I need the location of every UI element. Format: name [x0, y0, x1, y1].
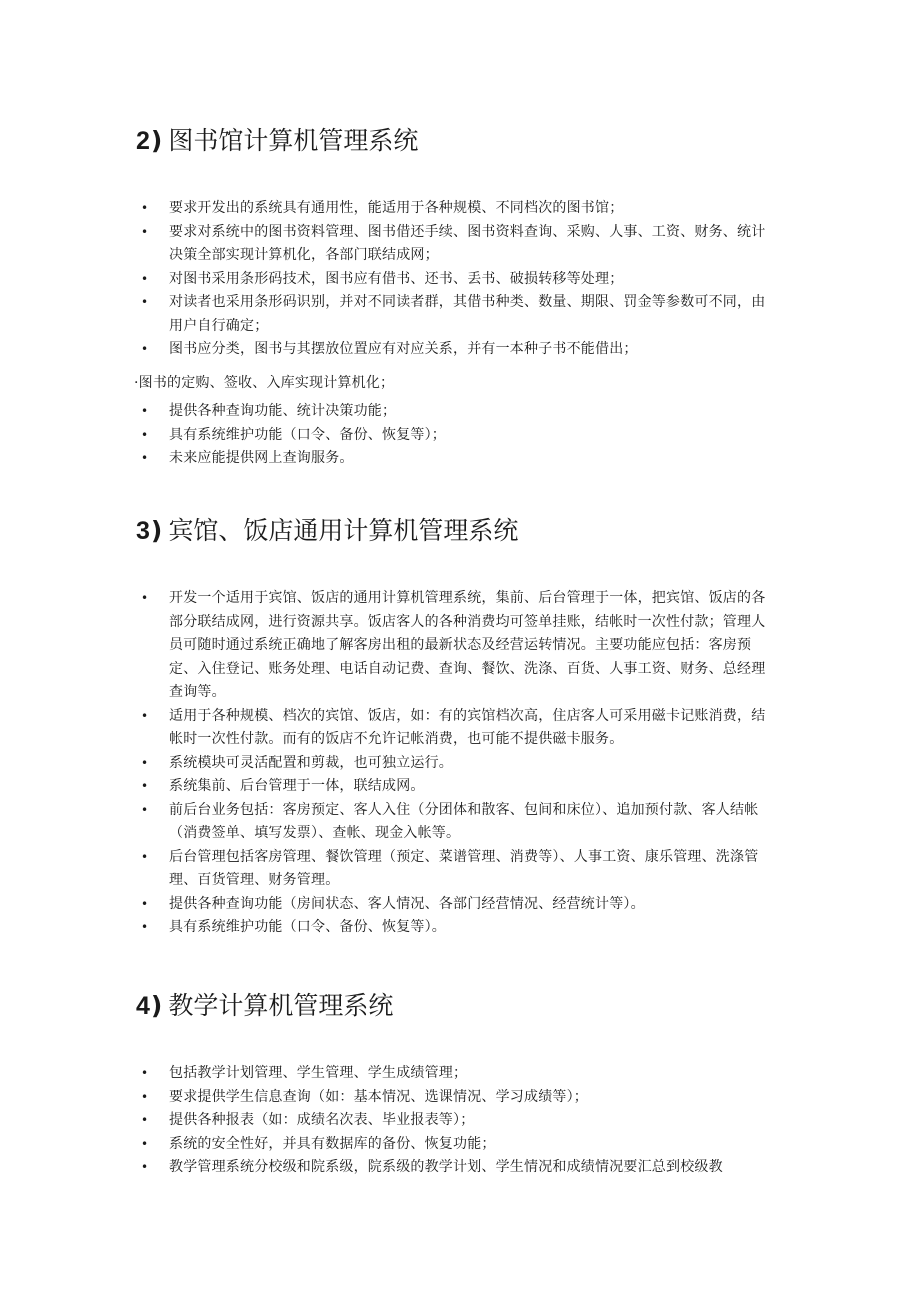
- list-item-text: 未来应能提供网上查询服务。: [169, 450, 354, 466]
- requirements-list: [0, 197, 920, 362]
- list-item: [0, 400, 920, 424]
- list-item-text: 系统模块可灵活配置和剪裁，也可独立运行。: [169, 754, 453, 771]
- section-paren: ): [150, 991, 163, 1020]
- list-item-text: 系统的安全性好，并具有数据库的备份、恢复功能；: [169, 1135, 496, 1152]
- bullet-icon: •: [141, 295, 149, 309]
- list-item: [0, 775, 920, 799]
- section-title: 图书馆计算机管理系统: [168, 126, 419, 155]
- list-item: [0, 1133, 920, 1157]
- section-heading: [136, 516, 518, 546]
- requirements-list: [0, 587, 920, 940]
- list-item: [0, 1086, 920, 1110]
- list-item: [0, 587, 920, 705]
- list-item: [0, 705, 920, 752]
- list-item-text: 系统集前、后台管理于一体，联结成网。: [169, 778, 425, 794]
- list-item: [0, 291, 920, 338]
- section-number: 3: [136, 517, 150, 545]
- section-title: 宾馆、饭店通用计算机管理系统: [168, 516, 519, 545]
- bullet-icon: •: [141, 896, 149, 911]
- list-item-text: 提供各种查询功能（房间状态、客人情况、各部门经营情况、经营统计等）。: [169, 895, 645, 912]
- list-item-text: 对图书采用条形码技术，图书应有借书、还书、丢书、破损转移等处理；: [169, 270, 624, 287]
- bullet-icon: •: [141, 708, 149, 723]
- bullet-icon: •: [141, 802, 149, 817]
- list-item: [0, 1156, 920, 1180]
- list-item: [0, 752, 920, 776]
- list-item: [0, 424, 920, 448]
- section-paren: ): [150, 126, 163, 155]
- bullet-icon: •: [141, 755, 149, 770]
- bullet-icon: •: [141, 404, 149, 418]
- list-item: [0, 447, 920, 471]
- section-number: 2: [136, 127, 150, 155]
- requirements-list-continued: [0, 400, 920, 471]
- bullet-icon: •: [141, 1066, 149, 1080]
- bullet-icon: •: [141, 779, 149, 793]
- bullet-icon: •: [141, 451, 149, 465]
- list-item-text: 适用于各种规模、档次的宾馆、饭店，如：有的宾馆档次高，住店客人可采用磁卡记账消费，结帐时一次性付款。而有的饭店不允许记帐消费，也可能不提供磁卡服务。: [169, 707, 766, 747]
- bullet-icon: •: [141, 224, 149, 239]
- list-item: [0, 268, 920, 292]
- section-number: 4: [136, 992, 150, 1020]
- bullet-icon: •: [141, 427, 149, 442]
- list-item-text: 具有系统维护功能（口令、备份、恢复等）；: [169, 426, 446, 443]
- list-item-text: 要求对系统中的图书资料管理、图书借还手续、图书资料查询、采购、人事、工资、财务、统计决策全部实现计算机化，各部门联结成网；: [169, 223, 766, 263]
- list-item-text: 图书应分类，图书与其摆放位置应有对应关系，并有一本种子书不能借出；: [169, 341, 638, 357]
- list-item: [0, 221, 920, 268]
- section-title: 教学计算机管理系统: [168, 991, 394, 1020]
- list-item-text: 提供各种查询功能、统计决策功能；: [169, 403, 397, 419]
- section-heading: [136, 991, 393, 1021]
- list-item: [0, 1109, 920, 1133]
- list-item: [0, 338, 920, 362]
- list-item-text: 要求提供学生信息查询（如：基本情况、选课情况、学习成绩等）；: [169, 1088, 588, 1105]
- requirements-list: [0, 1062, 920, 1180]
- list-item-text: 提供各种报表（如：成绩名次表、毕业报表等）；: [169, 1112, 475, 1128]
- bullet-icon: •: [141, 920, 149, 934]
- list-item: [0, 197, 920, 221]
- list-item-text: 要求开发出的系统具有通用性，能适用于各种规模、不同档次的图书馆；: [169, 200, 624, 216]
- bullet-icon: •: [141, 591, 149, 605]
- list-item: [0, 893, 920, 917]
- list-item-text: 教学管理系统分校级和院系级，院系级的教学计划、学生情况和成绩情况要汇总到校级教: [169, 1159, 723, 1175]
- list-item: [0, 1062, 920, 1086]
- list-item-text: 包括教学计划管理、学生管理、学生成绩管理；: [169, 1065, 468, 1081]
- section-heading: [136, 126, 418, 156]
- bullet-icon: •: [141, 1136, 149, 1151]
- bullet-icon: •: [141, 1113, 149, 1127]
- bullet-icon: •: [141, 342, 149, 356]
- list-item: [0, 799, 920, 846]
- bullet-icon: •: [141, 201, 149, 215]
- bullet-icon: •: [141, 1089, 149, 1104]
- list-item: [0, 846, 920, 893]
- bullet-icon: •: [141, 849, 149, 864]
- section-paren: ): [150, 516, 163, 545]
- list-item-text: 后台管理包括客房管理、餐饮管理（预定、菜谱管理、消费等）、人事工资、康乐管理、洗涤管理、百货管理、财务管理。: [169, 848, 759, 888]
- list-item-text: 对读者也采用条形码识别，并对不同读者群，其借书种类、数量、期限、罚金等参数可不同，由用户自行确定；: [169, 294, 766, 334]
- list-item: [0, 916, 920, 940]
- list-item-text: 具有系统维护功能（口令、备份、恢复等）。: [169, 919, 446, 935]
- list-item-text: 开发一个适用于宾馆、饭店的通用计算机管理系统，集前、后台管理于一体，把宾馆、饭店的各部分联结成网，进行资源共享。饭店客人的各种消费均可签单挂账，结帐时一次性付款；管理人员可随时通过系统正确地了解客房出租的最新状态及经营运转情况。主要功能应包括：客房预定、入住登记、账务处理、电话自动记费、查询、餐饮、洗涤、百货、人事工资、财务、总经理查询等。: [169, 590, 766, 700]
- bullet-icon: •: [141, 1160, 149, 1174]
- plain-line: ·图书的定购、签收、入库实现计算机化；: [134, 375, 395, 391]
- bullet-icon: •: [141, 271, 149, 286]
- list-item-text: 前后台业务包括：客房预定、客人入住（分团体和散客、包间和床位）、追加预付款、客人结帐（消费签单、填写发票）、查帐、现金入帐等。: [169, 801, 759, 841]
